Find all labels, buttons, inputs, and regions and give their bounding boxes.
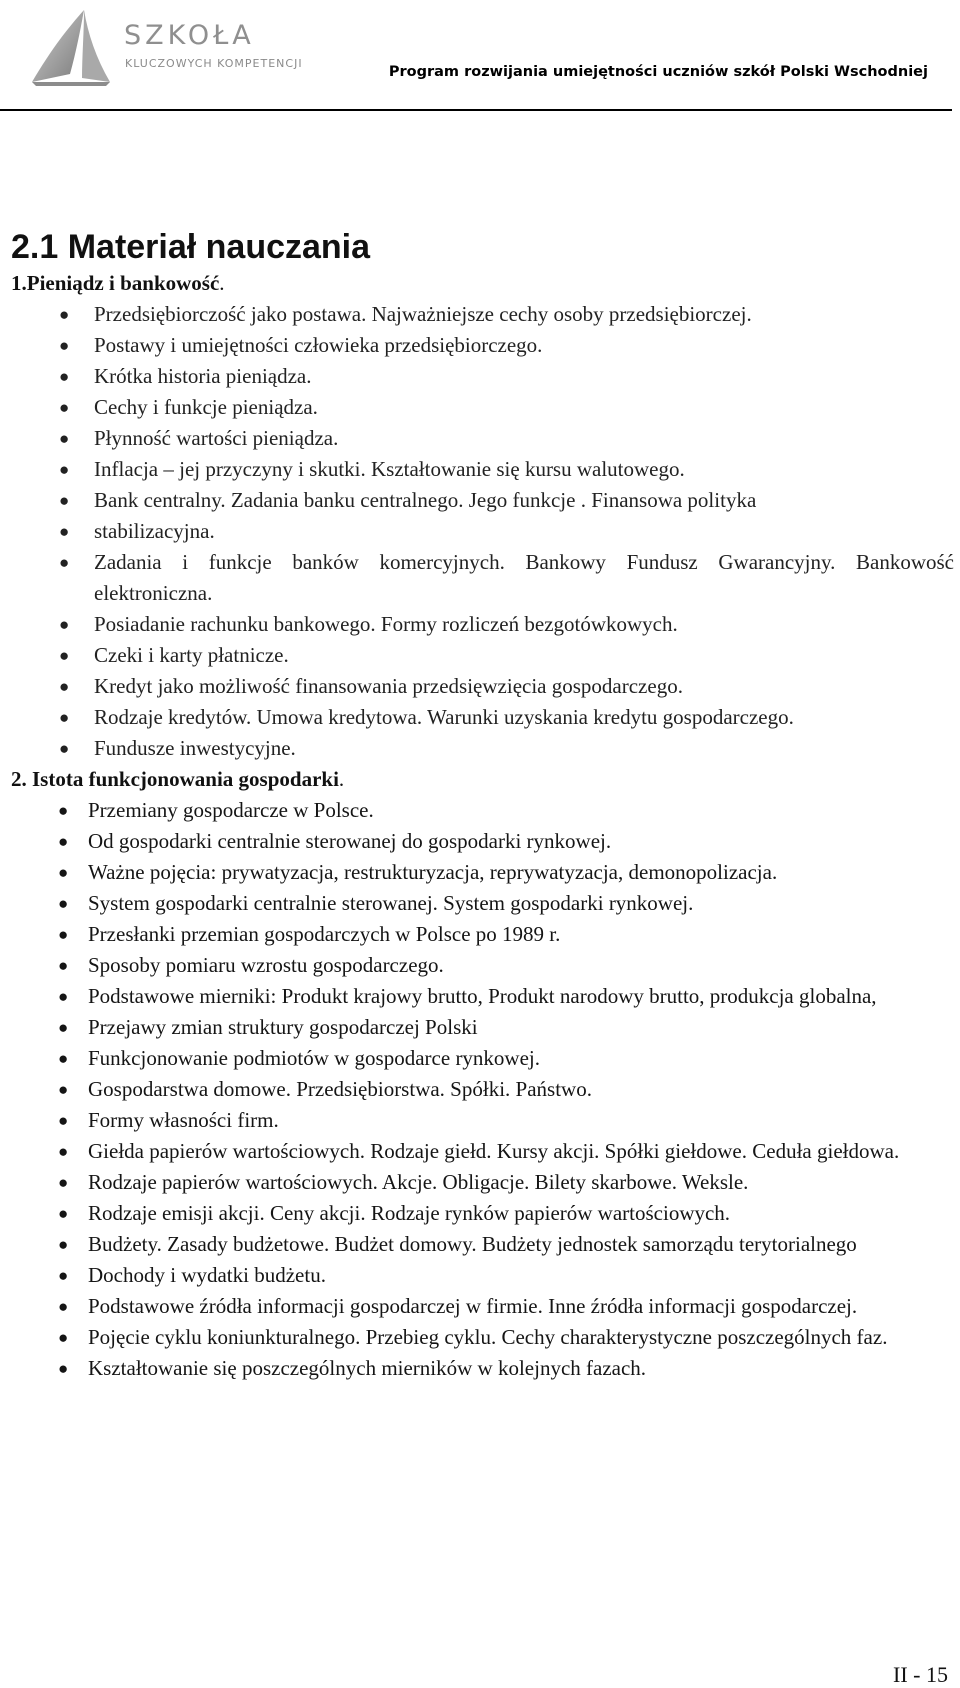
- list-item: ● Fundusze inwestycyjne.: [11, 733, 954, 764]
- list-item: ● Przejawy zmian struktury gospodarczej Polski: [11, 1012, 954, 1043]
- bullet-icon: ●: [58, 956, 69, 975]
- bullet-icon: ●: [59, 677, 70, 696]
- bullet-icon: ●: [58, 1359, 69, 1378]
- bullet-icon: ●: [58, 863, 69, 882]
- bullet-icon: ●: [58, 1049, 69, 1068]
- bullet-icon: ●: [58, 1266, 69, 1285]
- list-item: ● Rodzaje kredytów. Umowa kredytowa. Warunki uzyskania kredytu gospodarczego.: [11, 702, 954, 733]
- bullet-icon: ●: [58, 1080, 69, 1099]
- list-item: ● Sposoby pomiaru wzrostu gospodarczego.: [11, 950, 954, 981]
- bullet-icon: ●: [59, 491, 70, 510]
- list-item: ● Giełda papierów wartościowych. Rodzaje giełd. Kursy akcji. Spółki giełdowe. Ceduła giełdowa.: [11, 1136, 954, 1167]
- school-logo-icon: [26, 8, 116, 88]
- list-item: ● Ważne pojęcia: prywatyzacja, restrukturyzacja, reprywatyzacja, demonopolizacja.: [11, 857, 954, 888]
- bullet-icon: ●: [59, 615, 70, 634]
- part2-list: [11, 795, 954, 1384]
- list-item: ● Od gospodarki centralnie sterowanej do gospodarki rynkowej.: [11, 826, 954, 857]
- bullet-icon: ●: [59, 429, 70, 448]
- part1-list: [11, 299, 954, 764]
- list-item: ● Rodzaje emisji akcji. Ceny akcji. Rodzaje rynków papierów wartościowych.: [11, 1198, 954, 1229]
- part1-heading: 1.Pieniądz i bankowość.: [11, 271, 225, 295]
- list-item: ● Zadania i funkcje banków komercyjnych. Bankowy Fundusz Gwarancyjny. Bankowość elektroniczna.: [11, 547, 954, 609]
- list-item: ● Dochody i wydatki budżetu.: [11, 1260, 954, 1291]
- page-number: II - 15: [893, 1662, 948, 1687]
- document-body: [11, 226, 954, 1384]
- bullet-icon: ●: [58, 1297, 69, 1316]
- list-item: ● Postawy i umiejętności człowieka przedsiębiorczego.: [11, 330, 954, 361]
- list-item: ● Budżety. Zasady budżetowe. Budżet domowy. Budżety jednostek samorządu terytorialnego: [11, 1229, 954, 1260]
- list-item: ● Kształtowanie się poszczególnych mierników w kolejnych fazach.: [11, 1353, 954, 1384]
- bullet-icon: ●: [59, 398, 70, 417]
- bullet-icon: ●: [59, 367, 70, 386]
- bullet-icon: ●: [59, 460, 70, 479]
- list-item: ● Formy własności firm.: [11, 1105, 954, 1136]
- bullet-icon: ●: [58, 1173, 69, 1192]
- bullet-icon: ●: [58, 925, 69, 944]
- bullet-icon: ●: [58, 987, 69, 1006]
- program-title: Program rozwijania umiejętności uczniów szkół Polski Wschodniej: [388, 64, 928, 80]
- list-item: ● Podstawowe mierniki: Produkt krajowy brutto, Produkt narodowy brutto, produkcja globalna,: [11, 981, 954, 1012]
- list-item: ● Przesłanki przemian gospodarczych w Polsce po 1989 r.: [11, 919, 954, 950]
- bullet-icon: ●: [58, 1235, 69, 1254]
- bullet-icon: ●: [59, 522, 70, 541]
- header-divider: [0, 109, 952, 111]
- logo-title: SZKOŁA: [124, 20, 255, 51]
- list-item: ● Funkcjonowanie podmiotów w gospodarce rynkowej.: [11, 1043, 954, 1074]
- page-header: [0, 0, 960, 112]
- bullet-icon: ●: [58, 894, 69, 913]
- bullet-icon: ●: [59, 336, 70, 355]
- list-item: ● Cechy i funkcje pieniądza.: [11, 392, 954, 423]
- logo-subtitle: KLUCZOWYCH KOMPETENCJI: [125, 57, 303, 70]
- list-item: ● Krótka historia pieniądza.: [11, 361, 954, 392]
- bullet-icon: ●: [59, 646, 70, 665]
- list-item: ● Bank centralny. Zadania banku centralnego. Jego funkcje . Finansowa polityka: [11, 485, 954, 516]
- list-item: ● Rodzaje papierów wartościowych. Akcje. Obligacje. Bilety skarbowe. Weksle.: [11, 1167, 954, 1198]
- list-item: ● Inflacja – jej przyczyny i skutki. Kształtowanie się kursu walutowego.: [11, 454, 954, 485]
- bullet-icon: ●: [58, 801, 69, 820]
- list-item: ● Gospodarstwa domowe. Przedsiębiorstwa. Spółki. Państwo.: [11, 1074, 954, 1105]
- list-item: ● Przedsiębiorczość jako postawa. Najważniejsze cechy osoby przedsiębiorczej.: [11, 299, 954, 330]
- list-item: ● Podstawowe źródła informacji gospodarczej w firmie. Inne źródła informacji gospodarczej.: [11, 1291, 954, 1322]
- list-item: ● Posiadanie rachunku bankowego. Formy rozliczeń bezgotówkowych.: [11, 609, 954, 640]
- bullet-icon: ●: [58, 1111, 69, 1130]
- bullet-icon: ●: [59, 739, 70, 758]
- list-item: ● Czeki i karty płatnicze.: [11, 640, 954, 671]
- section-title: 2.1 Materiał nauczania: [11, 228, 371, 266]
- part2-heading: 2. Istota funkcjonowania gospodarki.: [11, 767, 345, 791]
- bullet-icon: ●: [58, 1018, 69, 1037]
- bullet-icon: ●: [58, 1142, 69, 1161]
- list-item: ● Płynność wartości pieniądza.: [11, 423, 954, 454]
- list-item: ● Kredyt jako możliwość finansowania przedsięwzięcia gospodarczego.: [11, 671, 954, 702]
- bullet-icon: ●: [58, 1328, 69, 1347]
- bullet-icon: ●: [59, 305, 70, 324]
- bullet-icon: ●: [58, 832, 69, 851]
- list-item: ● Pojęcie cyklu koniunkturalnego. Przebieg cyklu. Cechy charakterystyczne poszczególnych faz.: [11, 1322, 954, 1353]
- list-item: ● Przemiany gospodarcze w Polsce.: [11, 795, 954, 826]
- bullet-icon: ●: [59, 553, 70, 572]
- bullet-icon: ●: [59, 708, 70, 727]
- list-item: ● System gospodarki centralnie sterowanej. System gospodarki rynkowej.: [11, 888, 954, 919]
- bullet-icon: ●: [58, 1204, 69, 1223]
- list-item: ● stabilizacyjna.: [11, 516, 954, 547]
